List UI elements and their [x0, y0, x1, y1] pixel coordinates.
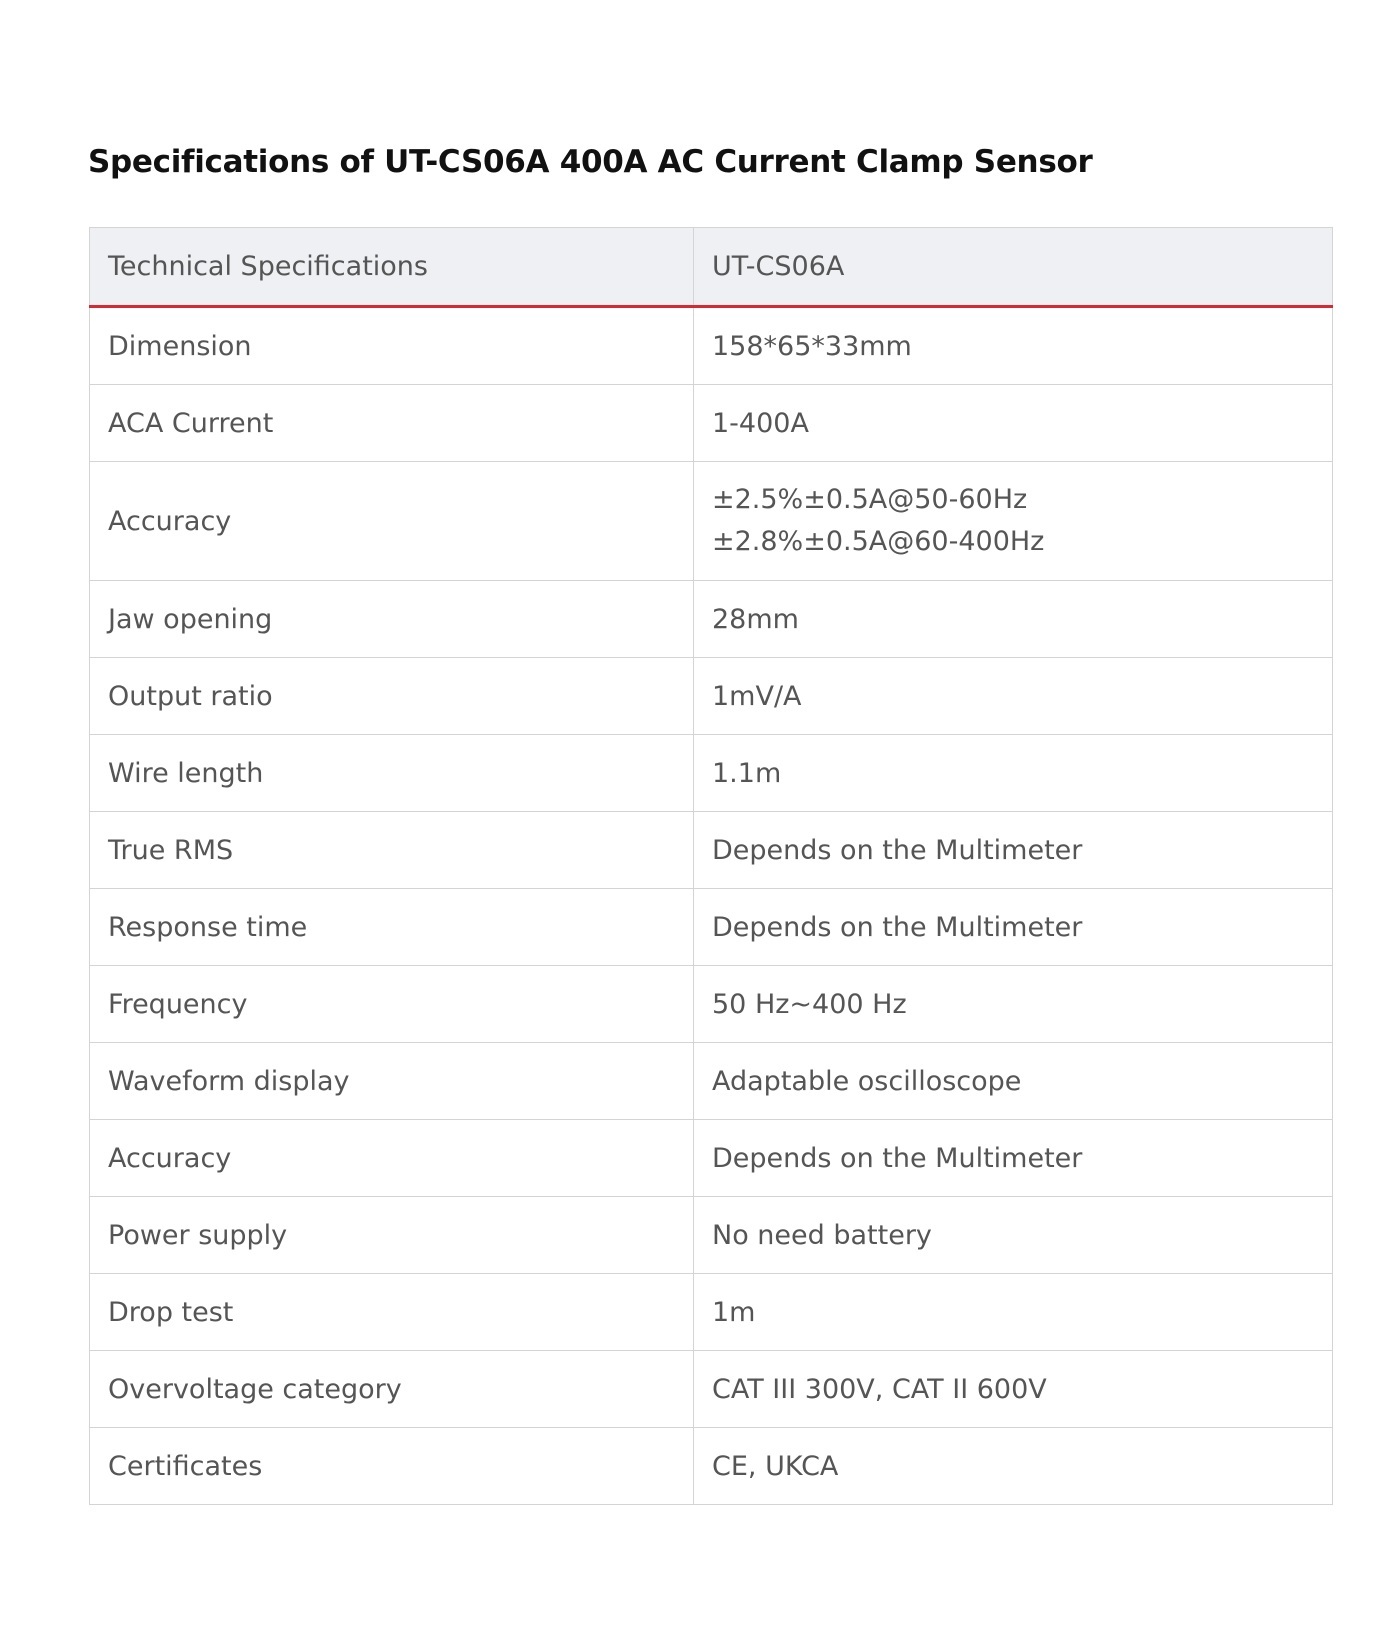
- row-label-drop-test: Drop test: [90, 1274, 694, 1351]
- table-row: [90, 658, 1333, 735]
- header-technical-specifications: Technical Specifications: [90, 228, 694, 307]
- row-value-accuracy-2: Depends on the Multimeter: [694, 1120, 1333, 1197]
- table-row: [90, 462, 1333, 581]
- table-row: [90, 1120, 1333, 1197]
- table-row: [90, 1197, 1333, 1274]
- table-row: [90, 735, 1333, 812]
- row-label-dimension: Dimension: [90, 307, 694, 385]
- table-row: [90, 889, 1333, 966]
- table-row: [90, 1351, 1333, 1428]
- row-value-accuracy: [694, 462, 1333, 581]
- row-value-waveform-display: Adaptable oscilloscope: [694, 1043, 1333, 1120]
- table-row: [90, 966, 1333, 1043]
- table-row: [90, 307, 1333, 385]
- row-value-response-time: Depends on the Multimeter: [694, 889, 1333, 966]
- row-label-certificates: Certificates: [90, 1428, 694, 1505]
- table-header-row: [90, 228, 1333, 307]
- row-label-accuracy: Accuracy: [90, 462, 694, 581]
- row-label-power-supply: Power supply: [90, 1197, 694, 1274]
- row-value-frequency: 50 Hz~400 Hz: [694, 966, 1333, 1043]
- accuracy-line-2: ±2.8%±0.5A@60-400Hz: [712, 526, 1045, 557]
- table-row: [90, 1428, 1333, 1505]
- row-value-overvoltage-category: CAT III 300V, CAT II 600V: [694, 1351, 1333, 1428]
- row-value-certificates: CE, UKCA: [694, 1428, 1333, 1505]
- row-value-drop-test: 1m: [694, 1274, 1333, 1351]
- row-label-output-ratio: Output ratio: [90, 658, 694, 735]
- row-value-wire-length: 1.1m: [694, 735, 1333, 812]
- row-value-aca-current: 1-400A: [694, 385, 1333, 462]
- table-row: [90, 385, 1333, 462]
- row-value-output-ratio: 1mV/A: [694, 658, 1333, 735]
- header-model: UT-CS06A: [694, 228, 1333, 307]
- row-label-jaw-opening: Jaw opening: [90, 581, 694, 658]
- spec-table: [89, 227, 1333, 1505]
- table-row: [90, 581, 1333, 658]
- table-row: [90, 1043, 1333, 1120]
- row-label-waveform-display: Waveform display: [90, 1043, 694, 1120]
- row-value-dimension: 158*65*33mm: [694, 307, 1333, 385]
- row-label-true-rms: True RMS: [90, 812, 694, 889]
- page-title: Specifications of UT-CS06A 400A AC Current Clamp Sensor: [88, 144, 1093, 180]
- row-label-overvoltage-category: Overvoltage category: [90, 1351, 694, 1428]
- accuracy-line-1: ±2.5%±0.5A@50-60Hz: [712, 484, 1028, 515]
- row-value-true-rms: Depends on the Multimeter: [694, 812, 1333, 889]
- row-label-wire-length: Wire length: [90, 735, 694, 812]
- row-label-frequency: Frequency: [90, 966, 694, 1043]
- table-row: [90, 812, 1333, 889]
- row-value-jaw-opening: 28mm: [694, 581, 1333, 658]
- row-label-response-time: Response time: [90, 889, 694, 966]
- row-label-accuracy-2: Accuracy: [90, 1120, 694, 1197]
- row-label-aca-current: ACA Current: [90, 385, 694, 462]
- table-row: [90, 1274, 1333, 1351]
- row-value-power-supply: No need battery: [694, 1197, 1333, 1274]
